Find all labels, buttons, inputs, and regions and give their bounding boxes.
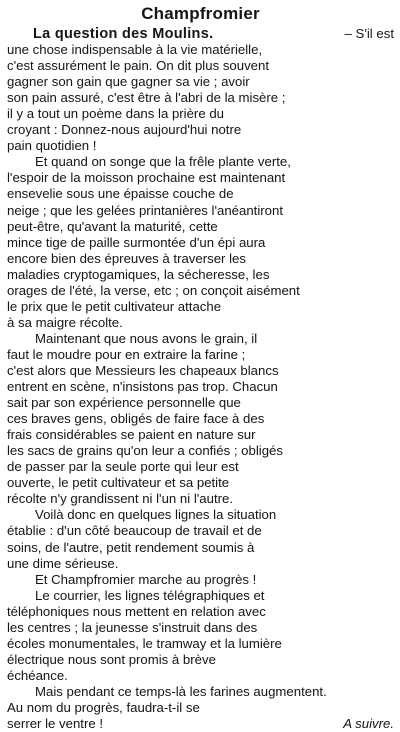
text-line: serrer le ventre ! <box>7 716 104 732</box>
text-line: c'est assurément le pain. On dit plus souvent <box>7 58 270 74</box>
section-heading: Champfromier <box>141 4 260 23</box>
text-line: récolte n'y grandissent ni l'un ni l'autre. <box>7 491 234 507</box>
text-line: Maintenant que nous avons le grain, il <box>35 330 258 346</box>
text-line: Le courrier, les lignes télégraphiques et <box>35 587 265 603</box>
text-line: pain quotidien ! <box>7 138 97 154</box>
text-line: Au nom du progrès, faudra-t-il se <box>7 699 200 715</box>
text-line: mince tige de paille surmontée d'un épi aura <box>7 234 266 250</box>
text-line: il y a tout un poème dans la prière du <box>7 106 224 122</box>
text-line: maladies cryptogamiques, la sécheresse, les <box>7 266 270 282</box>
text-line: Mais pendant ce temps-là les farines augmentent. <box>35 683 327 699</box>
text-line: l'espoir de la moisson prochaine est maintenant <box>7 170 286 186</box>
text-line: téléphoniques nous mettent en relation avec <box>7 603 266 619</box>
text-line: c'est alors que Messieurs les chapeaux blancs <box>7 362 279 378</box>
text-line: les sacs de grains qu'on leur a confiés ; obligés <box>7 443 283 459</box>
text-line: le prix que le petit cultivateur attache <box>7 298 222 314</box>
text-line: soins, de l'autre, petit rendement soumis à <box>7 539 255 555</box>
text-line: entrent en scène, n'insistons pas trop. Chacun <box>7 379 278 395</box>
article-title-line <box>7 26 394 42</box>
text-line: – S'il est <box>344 26 394 41</box>
text-line: croyant : Donnez-nous aujourd'hui notre <box>7 122 242 138</box>
article-title: La question des Moulins. <box>33 26 214 42</box>
text-line: peut-être, qu'avant la maturité, cette <box>7 218 218 234</box>
text-line: gagner son gain que gagner sa vie ; avoir <box>7 74 250 90</box>
text-line: son pain assuré, c'est être à l'abri de la misère ; <box>7 90 286 106</box>
text-line: faut le moudre pour en extraire la farine ; <box>7 346 246 362</box>
text-line: une chose indispensable à la vie matérielle, <box>7 42 263 58</box>
text-line: sait par son expérience personnelle que <box>7 395 241 411</box>
text-line: les centres ; la jeunesse s'instruit dans des <box>7 619 258 635</box>
text-line: à sa maigre récolte. <box>7 314 123 330</box>
text-line: électrique nous sont promis à brève <box>7 651 216 667</box>
text-line: ces braves gens, obligés de faire face à des <box>7 411 265 427</box>
text-line: orages de l'été, la verse, etc ; on conçoit aisément <box>7 282 300 298</box>
text-line: établie : d'un côté beaucoup de travail et de <box>7 523 262 539</box>
text-line: neige ; que les gelées printanières l'anéantiront <box>7 202 283 218</box>
text-line: Voilà donc en quelques lignes la situation <box>35 507 277 523</box>
text-line: Et Champfromier marche au progrès ! <box>35 571 257 587</box>
text-line: échéance. <box>7 667 68 683</box>
text-line: de passer par la seule porte qui leur est <box>7 459 239 475</box>
text-line: ouverte, le petit cultivateur et sa petite <box>7 475 230 491</box>
text-line: ensevelie sous une épaisse couche de <box>7 186 234 202</box>
text-line: une dime sérieuse. <box>7 555 119 571</box>
text-line: encore bien des épreuves à traverser les <box>7 250 246 266</box>
text-line: Et quand on songe que la frêle plante verte, <box>35 154 291 170</box>
signoff: A suivre. <box>343 716 394 732</box>
text-line: frais considérables se paient en nature sur <box>7 427 256 443</box>
closing-line <box>7 716 394 732</box>
text-line: écoles monumentales, le tramway et la lumière <box>7 635 282 651</box>
